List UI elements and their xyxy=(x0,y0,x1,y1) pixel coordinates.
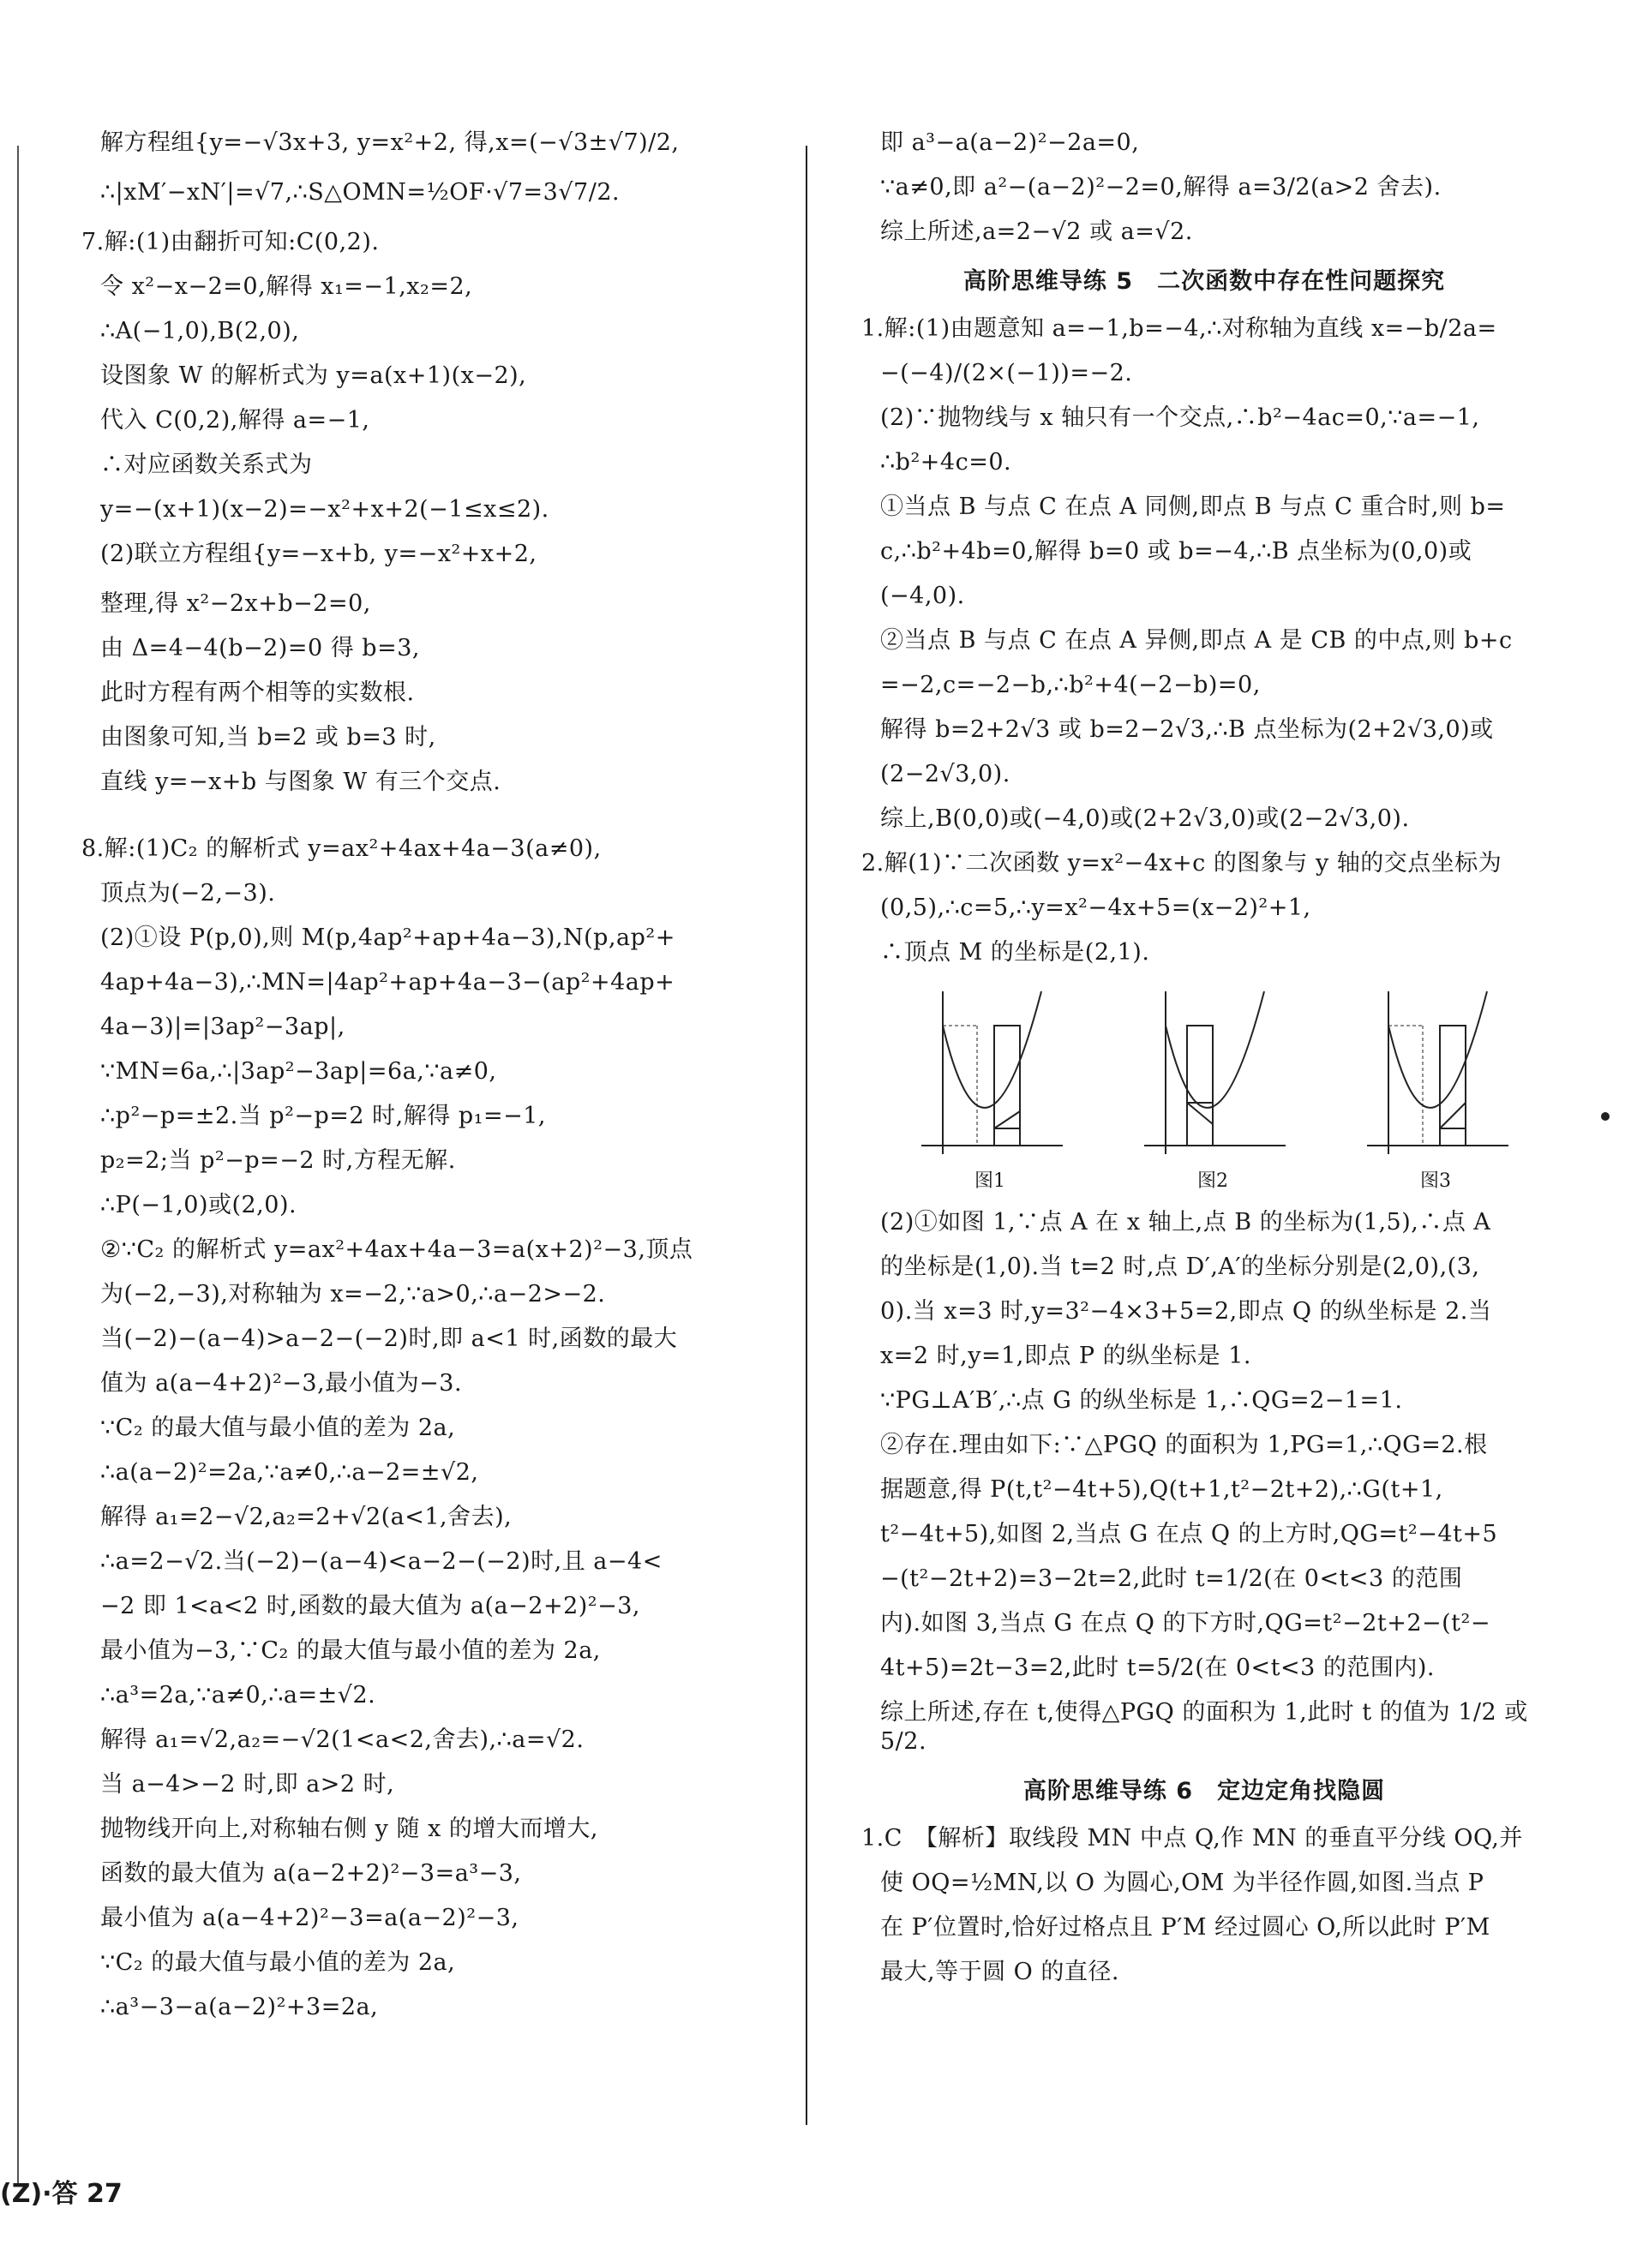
text-line: ∴a³−3−a(a−2)²+3=2a, xyxy=(100,1994,379,2020)
text-line: ∴b²+4c=0. xyxy=(880,449,1012,476)
text-line: 直线 y=−x+b 与图象 W 有三个交点. xyxy=(100,769,501,795)
text-line: 1.解:(1)由题意知 a=−1,b=−4,∴对称轴为直线 x=−b/2a= xyxy=(861,315,1497,342)
text-line: 代入 C(0,2),解得 a=−1, xyxy=(100,407,370,434)
text-line: 最小值为−3,∵C₂ 的最大值与最小值的差为 2a, xyxy=(100,1637,601,1664)
text-line: ∵C₂ 的最大值与最小值的差为 2a, xyxy=(100,1949,456,1976)
text-line: ∴p²−p=±2.当 p²−p=2 时,解得 p₁=−1, xyxy=(100,1103,546,1129)
text-line: 解得 a₁=2−√2,a₂=2+√2(a<1,舍去), xyxy=(100,1504,513,1530)
text-line: y=−(x+1)(x−2)=−x²+x+2(−1≤x≤2). xyxy=(100,496,549,523)
text-line: x=2 时,y=1,即点 P 的纵坐标是 1. xyxy=(880,1343,1252,1369)
figure-1-caption: 图1 xyxy=(974,1170,1005,1192)
text-line: ∵MN=6a,∴|3ap²−3ap|=6a,∵a≠0, xyxy=(100,1058,497,1085)
figure-2 xyxy=(1136,983,1290,1193)
spacer xyxy=(81,812,784,835)
text-line: 0).当 x=3 时,y=3²−4×3+5=2,即点 Q 的纵坐标是 2.当 xyxy=(880,1298,1492,1325)
text-line: 当(−2)−(a−4)>a−2−(−2)时,即 a<1 时,函数的最大 xyxy=(100,1325,678,1352)
text-line: 最大,等于圆 O 的直径. xyxy=(880,1959,1119,1985)
section-6-title: 高阶思维导练 6 定边定角找隐圆 xyxy=(1022,1778,1386,1804)
margin-dot xyxy=(1601,1112,1610,1121)
text-line: 此时方程有两个相等的实数根. xyxy=(100,679,415,706)
text-line: ∴A(−1,0),B(2,0), xyxy=(100,318,300,344)
text-line: ∴P(−1,0)或(2,0). xyxy=(100,1192,297,1218)
text-line: 综上所述,a=2−√2 或 a=√2. xyxy=(880,218,1193,245)
text-line: ∵PG⊥A′B′,∴点 G 的纵坐标是 1,∴QG=2−1=1. xyxy=(880,1387,1403,1414)
text-line: ∴a=2−√2.当(−2)−(a−4)<a−2−(−2)时,且 a−4< xyxy=(100,1548,663,1575)
text-line: ∴对应函数关系式为 xyxy=(100,452,313,478)
text-line: 的坐标是(1,0).当 t=2 时,点 D′,A′的坐标分别是(2,0),(3, xyxy=(880,1254,1480,1280)
text-line: 解得 a₁=√2,a₂=−√2(1<a<2,舍去),∴a=√2. xyxy=(100,1726,585,1753)
text-line: 函数的最大值为 a(a−2+2)²−3=a³−3, xyxy=(100,1860,522,1887)
figure-2-caption: 图2 xyxy=(1197,1170,1228,1192)
text-line: −2 即 1<a<2 时,函数的最大值为 a(a−2+2)²−3, xyxy=(100,1593,640,1619)
right-column xyxy=(861,129,1547,2002)
text-line: 在 P′位置时,恰好过格点且 P′M 经过圆心 O,所以此时 P′M xyxy=(880,1914,1490,1941)
text-line: −(t²−2t+2)=3−2t=2,此时 t=1/2(在 0<t<3 的范围 xyxy=(880,1565,1463,1592)
text-line: (0,5),∴c=5,∴y=x²−4x+5=(x−2)²+1, xyxy=(880,895,1311,921)
text-line: ∵a≠0,即 a²−(a−2)²−2=0,解得 a=3/2(a>2 舍去). xyxy=(880,174,1442,200)
parabola-figure-3 xyxy=(1358,983,1513,1163)
parabola-figure-1 xyxy=(913,983,1067,1163)
text-line: 由图象可知,当 b=2 或 b=3 时, xyxy=(100,724,436,751)
text-line: =−2,c=−2−b,∴b²+4(−2−b)=0, xyxy=(880,672,1261,698)
text-line: ∴a³=2a,∵a≠0,∴a=±√2. xyxy=(100,1682,376,1708)
text-line: 4t+5)=2t−3=2,此时 t=5/2(在 0<t<3 的范围内). xyxy=(880,1655,1435,1681)
section-5-title: 高阶思维导练 5 二次函数中存在性问题探究 xyxy=(962,268,1446,295)
parabola-figure-2 xyxy=(1136,983,1290,1163)
left-column xyxy=(81,129,784,2038)
text-line: ∴a(a−2)²=2a,∵a≠0,∴a−2=±√2, xyxy=(100,1459,479,1486)
figure-3 xyxy=(1358,983,1513,1193)
figure-1 xyxy=(913,983,1067,1193)
text-line: c,∴b²+4b=0,解得 b=0 或 b=−4,∴B 点坐标为(0,0)或 xyxy=(880,538,1472,565)
text-line: (2)①如图 1,∵点 A 在 x 轴上,点 B 的坐标为(1,5),∴点 A xyxy=(880,1209,1491,1236)
column-divider xyxy=(806,146,807,2125)
text-line: (−4,0). xyxy=(880,583,965,609)
text-line: 解得 b=2+2√3 或 b=2−2√3,∴B 点坐标为(2+2√3,0)或 xyxy=(880,716,1494,743)
figures-row xyxy=(861,983,1547,1193)
text-line: 综上所述,存在 t,使得△PGQ 的面积为 1,此时 t 的值为 1/2 或 5/2. xyxy=(880,1699,1536,1755)
binding-edge-line xyxy=(17,146,19,2185)
text-line: 为(−2,−3),对称轴为 x=−2,∵a>0,∴a−2>−2. xyxy=(100,1281,606,1308)
text-line: 据题意,得 P(t,t²−4t+5),Q(t+1,t²−2t+2),∴G(t+1, xyxy=(880,1476,1443,1503)
page-footer: (Z)·答 27 xyxy=(0,2179,123,2209)
text-line: 值为 a(a−4+2)²−3,最小值为−3. xyxy=(100,1370,463,1397)
text-line: ②存在.理由如下:∵△PGQ 的面积为 1,PG=1,∴QG=2.根 xyxy=(880,1432,1488,1458)
text-line: ②当点 B 与点 C 在点 A 异侧,即点 A 是 CB 的中点,则 b+c xyxy=(880,627,1513,654)
text-line: 使 OQ=½MN,以 O 为圆心,OM 为半径作圆,如图.当点 P xyxy=(880,1870,1484,1896)
question-7-heading: 7.解:(1)由翻折可知:C(0,2). xyxy=(81,229,380,255)
text-line: (2)①设 P(p,0),则 M(p,4ap²+ap+4a−3),N(p,ap²+ xyxy=(100,925,675,951)
text-line: t²−4t+5),如图 2,当点 G 在点 Q 的上方时,QG=t²−4t+5 xyxy=(880,1521,1498,1547)
text-line: ①当点 B 与点 C 在点 A 同侧,即点 B 与点 C 重合时,则 b= xyxy=(880,494,1506,520)
text-line: (2−2√3,0). xyxy=(880,761,1010,787)
text-line: 1.C 【解析】取线段 MN 中点 Q,作 MN 的垂直平分线 OQ,并 xyxy=(861,1825,1523,1852)
text-line: ②∵C₂ 的解析式 y=ax²+4ax+4a−3=a(x+2)²−3,顶点 xyxy=(100,1236,693,1263)
text-line: 最小值为 a(a−4+2)²−3=a(a−2)²−3, xyxy=(100,1905,519,1931)
text-line: (2)∵抛物线与 x 轴只有一个交点,∴b²−4ac=0,∵a=−1, xyxy=(880,404,1480,431)
text-line: 令 x²−x−2=0,解得 x₁=−1,x₂=2, xyxy=(100,273,473,300)
text-line: p₂=2;当 p²−p=−2 时,方程无解. xyxy=(100,1147,456,1174)
text-line: 4a−3)|=|3ap²−3ap|, xyxy=(100,1014,345,1040)
question-8-heading: 8.解:(1)C₂ 的解析式 y=ax²+4ax+4a−3(a≠0), xyxy=(81,835,602,862)
text-line: 即 a³−a(a−2)²−2a=0, xyxy=(880,129,1140,156)
text-line: (2)联立方程组{y=−x+b, y=−x²+x+2, xyxy=(100,541,537,567)
text-line: 解方程组{y=−√3x+3, y=x²+2, 得,x=(−√3±√7)/2, xyxy=(100,129,680,156)
text-line: 由 Δ=4−4(b−2)=0 得 b=3, xyxy=(100,635,420,661)
text-line: 综上,B(0,0)或(−4,0)或(2+2√3,0)或(2−2√3,0). xyxy=(880,805,1410,832)
text-line: −(−4)/(2×(−1))=−2. xyxy=(880,360,1133,386)
text-line: 设图象 W 的解析式为 y=a(x+1)(x−2), xyxy=(100,362,527,389)
text-line: 整理,得 x²−2x+b−2=0, xyxy=(100,590,371,617)
text-line: ∵C₂ 的最大值与最小值的差为 2a, xyxy=(100,1415,456,1441)
text-line: 顶点为(−2,−3). xyxy=(100,880,276,907)
text-line: 2.解(1)∵二次函数 y=x²−4x+c 的图象与 y 轴的交点坐标为 xyxy=(861,850,1502,877)
text-line: 内).如图 3,当点 G 在点 Q 的下方时,QG=t²−2t+2−(t²− xyxy=(880,1610,1490,1637)
text-line: ∴顶点 M 的坐标是(2,1). xyxy=(880,939,1150,966)
text-line: 抛物线开向上,对称轴右侧 y 随 x 的增大而增大, xyxy=(100,1816,598,1842)
text-line: 4ap+4a−3),∴MN=|4ap²+ap+4a−3−(ap²+4ap+ xyxy=(100,969,675,996)
text-line: 当 a−4>−2 时,即 a>2 时, xyxy=(100,1771,395,1798)
figure-3-caption: 图3 xyxy=(1420,1170,1451,1192)
text-line: ∴|xM′−xN′|=√7,∴S△OMN=½OF·√7=3√7/2. xyxy=(100,179,621,206)
